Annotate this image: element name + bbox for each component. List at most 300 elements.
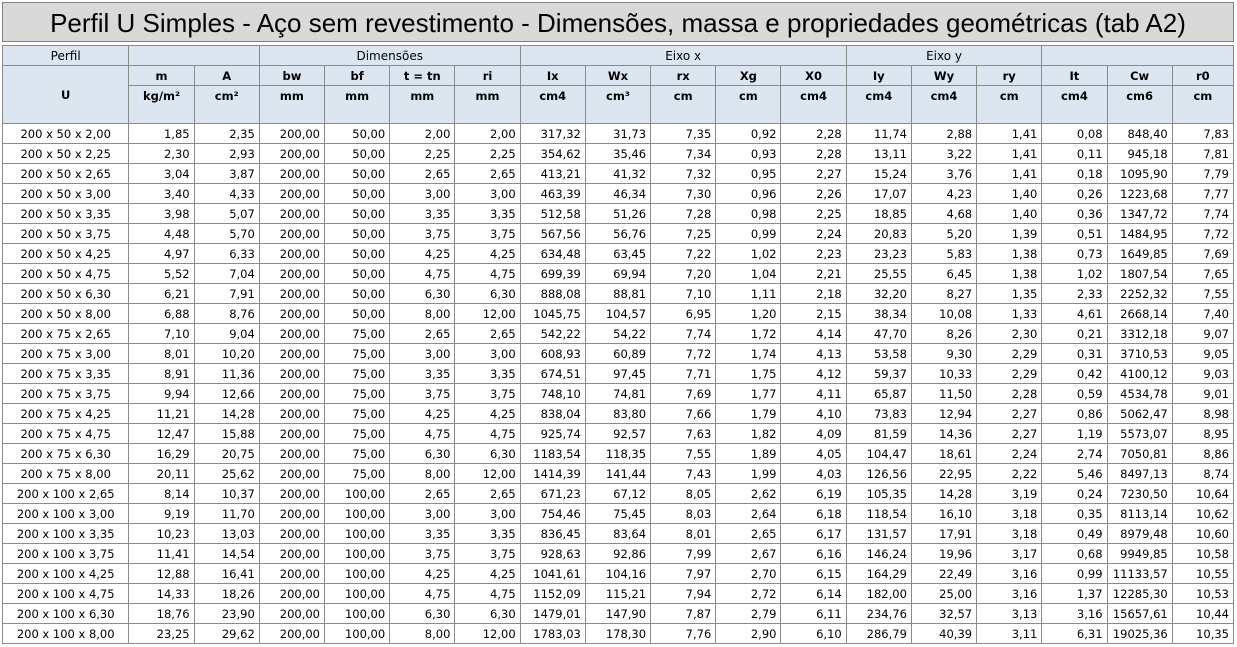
column-header: t = tn xyxy=(390,66,455,86)
value-cell: 6,30 xyxy=(455,284,520,304)
value-cell: 1414,39 xyxy=(520,464,585,484)
value-cell: 74,81 xyxy=(585,384,650,404)
profile-name-cell: 200 x 75 x 2,65 xyxy=(3,324,129,344)
value-cell: 46,34 xyxy=(585,184,650,204)
profile-label: U xyxy=(3,86,129,106)
value-cell: 542,22 xyxy=(520,324,585,344)
value-cell: 11,21 xyxy=(129,404,194,424)
value-cell: 10,64 xyxy=(1172,484,1233,504)
group-perfil: Perfil xyxy=(3,46,129,66)
value-cell: 928,63 xyxy=(520,544,585,564)
value-cell: 2,90 xyxy=(716,624,781,644)
value-cell: 8,98 xyxy=(1172,404,1233,424)
value-cell: 2,28 xyxy=(977,384,1042,404)
value-cell: 69,94 xyxy=(585,264,650,284)
profile-name-cell: 200 x 50 x 2,25 xyxy=(3,144,129,164)
value-cell: 2,30 xyxy=(129,144,194,164)
value-cell: 2,18 xyxy=(781,284,846,304)
value-cell: 9,01 xyxy=(1172,384,1233,404)
value-cell: 118,35 xyxy=(585,444,650,464)
column-name-row xyxy=(3,66,1234,86)
value-cell: 7,22 xyxy=(651,244,716,264)
value-cell: 0,21 xyxy=(1042,324,1107,344)
value-cell: 3,00 xyxy=(390,344,455,364)
value-cell: 512,58 xyxy=(520,204,585,224)
table-row xyxy=(3,164,1234,184)
value-cell: 50,00 xyxy=(325,164,390,184)
value-cell: 200,00 xyxy=(259,244,324,264)
value-cell: 10,35 xyxy=(1172,624,1233,644)
header-spacer-row xyxy=(3,105,1234,124)
value-cell: 23,23 xyxy=(846,244,911,264)
value-cell: 8,91 xyxy=(129,364,194,384)
table-row xyxy=(3,464,1234,484)
value-cell: 20,75 xyxy=(194,444,259,464)
value-cell: 104,16 xyxy=(585,564,650,584)
value-cell: 6,45 xyxy=(911,264,976,284)
value-cell: 7,71 xyxy=(651,364,716,384)
value-cell: 14,28 xyxy=(194,404,259,424)
value-cell: 7,43 xyxy=(651,464,716,484)
value-cell: 5062,47 xyxy=(1107,404,1172,424)
value-cell: 200,00 xyxy=(259,344,324,364)
value-cell: 6,30 xyxy=(455,444,520,464)
column-unit: mm xyxy=(390,86,455,106)
value-cell: 50,00 xyxy=(325,204,390,224)
value-cell: 60,89 xyxy=(585,344,650,364)
value-cell: 3,22 xyxy=(911,144,976,164)
table-row xyxy=(3,364,1234,384)
value-cell: 2252,32 xyxy=(1107,284,1172,304)
value-cell: 12,66 xyxy=(194,384,259,404)
column-unit-row xyxy=(3,86,1234,106)
value-cell: 100,00 xyxy=(325,604,390,624)
value-cell: 2,27 xyxy=(977,404,1042,424)
value-cell: 8,27 xyxy=(911,284,976,304)
value-cell: 20,83 xyxy=(846,224,911,244)
profile-name-cell: 200 x 75 x 4,75 xyxy=(3,424,129,444)
table-row xyxy=(3,304,1234,324)
column-unit: cm xyxy=(716,86,781,106)
value-cell: 1,85 xyxy=(129,124,194,144)
column-header: Iy xyxy=(846,66,911,86)
value-cell: 17,91 xyxy=(911,524,976,544)
value-cell: 2,62 xyxy=(716,484,781,504)
value-cell: 12,00 xyxy=(455,624,520,644)
profile-name-cell: 200 x 100 x 3,75 xyxy=(3,544,129,564)
value-cell: 2,35 xyxy=(194,124,259,144)
value-cell: 0,18 xyxy=(1042,164,1107,184)
value-cell: 1045,75 xyxy=(520,304,585,324)
value-cell: 7,74 xyxy=(651,324,716,344)
value-cell: 2,24 xyxy=(977,444,1042,464)
value-cell: 47,70 xyxy=(846,324,911,344)
value-cell: 75,00 xyxy=(325,344,390,364)
value-cell: 1,04 xyxy=(716,264,781,284)
value-cell: 0,59 xyxy=(1042,384,1107,404)
value-cell: 317,32 xyxy=(520,124,585,144)
value-cell: 2,00 xyxy=(455,124,520,144)
group-header-row xyxy=(3,46,1234,66)
header-spacer-cell xyxy=(520,105,585,124)
value-cell: 1,75 xyxy=(716,364,781,384)
value-cell: 7,55 xyxy=(1172,284,1233,304)
value-cell: 4100,12 xyxy=(1107,364,1172,384)
value-cell: 7,69 xyxy=(1172,244,1233,264)
value-cell: 75,00 xyxy=(325,404,390,424)
value-cell: 25,55 xyxy=(846,264,911,284)
value-cell: 9,30 xyxy=(911,344,976,364)
value-cell: 2,28 xyxy=(781,144,846,164)
value-cell: 7,91 xyxy=(194,284,259,304)
value-cell: 23,25 xyxy=(129,624,194,644)
value-cell: 75,45 xyxy=(585,504,650,524)
table-row xyxy=(3,524,1234,544)
value-cell: 4,25 xyxy=(390,244,455,264)
value-cell: 73,83 xyxy=(846,404,911,424)
value-cell: 0,93 xyxy=(716,144,781,164)
value-cell: 50,00 xyxy=(325,184,390,204)
value-cell: 200,00 xyxy=(259,204,324,224)
value-cell: 2,00 xyxy=(390,124,455,144)
value-cell: 7,97 xyxy=(651,564,716,584)
value-cell: 5,70 xyxy=(194,224,259,244)
column-unit: cm4 xyxy=(520,86,585,106)
value-cell: 88,81 xyxy=(585,284,650,304)
profile-name-cell: 200 x 50 x 2,00 xyxy=(3,124,129,144)
table-row xyxy=(3,624,1234,644)
value-cell: 54,22 xyxy=(585,324,650,344)
value-cell: 7,69 xyxy=(651,384,716,404)
value-cell: 1,41 xyxy=(977,164,1042,184)
value-cell: 141,44 xyxy=(585,464,650,484)
value-cell: 234,76 xyxy=(846,604,911,624)
value-cell: 9,05 xyxy=(1172,344,1233,364)
value-cell: 38,34 xyxy=(846,304,911,324)
value-cell: 7,55 xyxy=(651,444,716,464)
value-cell: 0,24 xyxy=(1042,484,1107,504)
value-cell: 16,29 xyxy=(129,444,194,464)
value-cell: 8,00 xyxy=(390,304,455,324)
value-cell: 4,03 xyxy=(781,464,846,484)
value-cell: 7,76 xyxy=(651,624,716,644)
value-cell: 3,75 xyxy=(455,384,520,404)
profile-name-cell: 200 x 50 x 3,00 xyxy=(3,184,129,204)
column-unit: cm xyxy=(1172,86,1233,106)
value-cell: 4,14 xyxy=(781,324,846,344)
value-cell: 7,72 xyxy=(1172,224,1233,244)
header-spacer-cell xyxy=(651,105,716,124)
column-unit: cm xyxy=(651,86,716,106)
value-cell: 1,89 xyxy=(716,444,781,464)
profile-name-cell: 200 x 75 x 3,75 xyxy=(3,384,129,404)
value-cell: 19,96 xyxy=(911,544,976,564)
value-cell: 75,00 xyxy=(325,384,390,404)
profile-name-cell: 200 x 75 x 3,00 xyxy=(3,344,129,364)
profile-name-cell: 200 x 100 x 2,65 xyxy=(3,484,129,504)
value-cell: 59,37 xyxy=(846,364,911,384)
value-cell: 1,38 xyxy=(977,244,1042,264)
value-cell: 4,25 xyxy=(390,404,455,424)
column-header: bw xyxy=(259,66,324,86)
value-cell: 8,76 xyxy=(194,304,259,324)
value-cell: 200,00 xyxy=(259,264,324,284)
value-cell: 3,00 xyxy=(455,504,520,524)
value-cell: 7,65 xyxy=(1172,264,1233,284)
value-cell: 9,04 xyxy=(194,324,259,344)
value-cell: 754,46 xyxy=(520,504,585,524)
value-cell: 1152,09 xyxy=(520,584,585,604)
value-cell: 7,77 xyxy=(1172,184,1233,204)
value-cell: 0,68 xyxy=(1042,544,1107,564)
value-cell: 200,00 xyxy=(259,484,324,504)
value-cell: 51,26 xyxy=(585,204,650,224)
column-header: Cw xyxy=(1107,66,1172,86)
value-cell: 12,47 xyxy=(129,424,194,444)
value-cell: 7,34 xyxy=(651,144,716,164)
value-cell: 18,85 xyxy=(846,204,911,224)
value-cell: 2,25 xyxy=(390,144,455,164)
value-cell: 2,22 xyxy=(977,464,1042,484)
profile-name-cell: 200 x 100 x 3,35 xyxy=(3,524,129,544)
profile-name-cell: 200 x 75 x 3,35 xyxy=(3,364,129,384)
value-cell: 0,31 xyxy=(1042,344,1107,364)
value-cell: 200,00 xyxy=(259,124,324,144)
value-cell: 63,45 xyxy=(585,244,650,264)
table-row xyxy=(3,284,1234,304)
value-cell: 838,04 xyxy=(520,404,585,424)
value-cell: 50,00 xyxy=(325,304,390,324)
value-cell: 41,32 xyxy=(585,164,650,184)
value-cell: 7,10 xyxy=(651,284,716,304)
value-cell: 18,26 xyxy=(194,584,259,604)
value-cell: 413,21 xyxy=(520,164,585,184)
value-cell: 200,00 xyxy=(259,164,324,184)
value-cell: 1,77 xyxy=(716,384,781,404)
value-cell: 1,41 xyxy=(977,144,1042,164)
value-cell: 848,40 xyxy=(1107,124,1172,144)
value-cell: 14,28 xyxy=(911,484,976,504)
value-cell: 9,19 xyxy=(129,504,194,524)
value-cell: 200,00 xyxy=(259,524,324,544)
value-cell: 6,11 xyxy=(781,604,846,624)
value-cell: 0,99 xyxy=(1042,564,1107,584)
value-cell: 50,00 xyxy=(325,284,390,304)
value-cell: 15,24 xyxy=(846,164,911,184)
value-cell: 200,00 xyxy=(259,464,324,484)
value-cell: 200,00 xyxy=(259,424,324,444)
table-row xyxy=(3,504,1234,524)
sheet-title: Perfil U Simples - Aço sem revestimento - Dimensões, massa e propriedades geométricas (tab A2) xyxy=(2,2,1234,42)
value-cell: 50,00 xyxy=(325,264,390,284)
value-cell: 2,29 xyxy=(977,344,1042,364)
value-cell: 8,26 xyxy=(911,324,976,344)
value-cell: 7,20 xyxy=(651,264,716,284)
value-cell: 9,03 xyxy=(1172,364,1233,384)
value-cell: 13,03 xyxy=(194,524,259,544)
value-cell: 100,00 xyxy=(325,564,390,584)
value-cell: 1041,61 xyxy=(520,564,585,584)
value-cell: 1,40 xyxy=(977,204,1042,224)
value-cell: 0,96 xyxy=(716,184,781,204)
value-cell: 1,39 xyxy=(977,224,1042,244)
value-cell: 7,40 xyxy=(1172,304,1233,324)
table-row xyxy=(3,484,1234,504)
value-cell: 4,75 xyxy=(455,584,520,604)
value-cell: 32,20 xyxy=(846,284,911,304)
group-blank xyxy=(129,46,259,66)
value-cell: 146,24 xyxy=(846,544,911,564)
value-cell: 29,62 xyxy=(194,624,259,644)
value-cell: 5,52 xyxy=(129,264,194,284)
value-cell: 2,65 xyxy=(390,324,455,344)
value-cell: 3,00 xyxy=(455,184,520,204)
value-cell: 6,18 xyxy=(781,504,846,524)
value-cell: 2,25 xyxy=(455,144,520,164)
value-cell: 3,18 xyxy=(977,524,1042,544)
value-cell: 3,19 xyxy=(977,484,1042,504)
value-cell: 3,35 xyxy=(390,204,455,224)
value-cell: 11,36 xyxy=(194,364,259,384)
profile-name-cell: 200 x 100 x 4,75 xyxy=(3,584,129,604)
group-eixo-y: Eixo y xyxy=(846,46,1042,66)
value-cell: 31,73 xyxy=(585,124,650,144)
group-dimensoes: Dimensões xyxy=(259,46,520,66)
value-cell: 0,42 xyxy=(1042,364,1107,384)
value-cell: 11,70 xyxy=(194,504,259,524)
value-cell: 4,23 xyxy=(911,184,976,204)
value-cell: 6,10 xyxy=(781,624,846,644)
value-cell: 4,33 xyxy=(194,184,259,204)
value-cell: 2,65 xyxy=(390,164,455,184)
value-cell: 4,68 xyxy=(911,204,976,224)
value-cell: 75,00 xyxy=(325,364,390,384)
value-cell: 65,87 xyxy=(846,384,911,404)
value-cell: 23,90 xyxy=(194,604,259,624)
value-cell: 10,62 xyxy=(1172,504,1233,524)
value-cell: 6,30 xyxy=(455,604,520,624)
value-cell: 75,00 xyxy=(325,424,390,444)
value-cell: 1,74 xyxy=(716,344,781,364)
value-cell: 75,00 xyxy=(325,464,390,484)
value-cell: 4,75 xyxy=(390,424,455,444)
value-cell: 1,79 xyxy=(716,404,781,424)
value-cell: 10,20 xyxy=(194,344,259,364)
value-cell: 567,56 xyxy=(520,224,585,244)
value-cell: 1,38 xyxy=(977,264,1042,284)
value-cell: 8,05 xyxy=(651,484,716,504)
value-cell: 7,30 xyxy=(651,184,716,204)
value-cell: 1,35 xyxy=(977,284,1042,304)
value-cell: 2,65 xyxy=(455,164,520,184)
column-unit: cm³ xyxy=(585,86,650,106)
column-unit: mm xyxy=(259,86,324,106)
profile-name-cell: 200 x 75 x 6,30 xyxy=(3,444,129,464)
value-cell: 7,79 xyxy=(1172,164,1233,184)
value-cell: 7,94 xyxy=(651,584,716,604)
column-unit: cm4 xyxy=(846,86,911,106)
profile-name-cell: 200 x 100 x 8,00 xyxy=(3,624,129,644)
value-cell: 200,00 xyxy=(259,324,324,344)
value-cell: 5,46 xyxy=(1042,464,1107,484)
value-cell: 11133,57 xyxy=(1107,564,1172,584)
value-cell: 3,00 xyxy=(390,184,455,204)
value-cell: 1649,85 xyxy=(1107,244,1172,264)
value-cell: 2,70 xyxy=(716,564,781,584)
value-cell: 200,00 xyxy=(259,364,324,384)
value-cell: 4,75 xyxy=(455,424,520,444)
value-cell: 200,00 xyxy=(259,384,324,404)
table-row xyxy=(3,404,1234,424)
value-cell: 6,17 xyxy=(781,524,846,544)
group-blank-right xyxy=(1042,46,1234,66)
column-unit: cm xyxy=(977,86,1042,106)
perfil-spacer-bottom xyxy=(3,105,129,124)
value-cell: 118,54 xyxy=(846,504,911,524)
column-unit: cm² xyxy=(194,86,259,106)
column-header: It xyxy=(1042,66,1107,86)
column-unit: mm xyxy=(455,86,520,106)
value-cell: 748,10 xyxy=(520,384,585,404)
column-header: ry xyxy=(977,66,1042,86)
value-cell: 2,28 xyxy=(781,124,846,144)
column-header: r0 xyxy=(1172,66,1233,86)
value-cell: 671,23 xyxy=(520,484,585,504)
table-row xyxy=(3,184,1234,204)
value-cell: 11,50 xyxy=(911,384,976,404)
value-cell: 2,67 xyxy=(716,544,781,564)
value-cell: 182,00 xyxy=(846,584,911,604)
value-cell: 5,83 xyxy=(911,244,976,264)
value-cell: 4,05 xyxy=(781,444,846,464)
value-cell: 3,00 xyxy=(390,504,455,524)
value-cell: 1,37 xyxy=(1042,584,1107,604)
value-cell: 608,93 xyxy=(520,344,585,364)
header-spacer-cell xyxy=(325,105,390,124)
value-cell: 75,00 xyxy=(325,324,390,344)
column-unit: cm4 xyxy=(781,86,846,106)
header-spacer-cell xyxy=(390,105,455,124)
value-cell: 2,29 xyxy=(977,364,1042,384)
value-cell: 7,32 xyxy=(651,164,716,184)
value-cell: 1,72 xyxy=(716,324,781,344)
value-cell: 16,41 xyxy=(194,564,259,584)
value-cell: 3,17 xyxy=(977,544,1042,564)
value-cell: 19025,36 xyxy=(1107,624,1172,644)
value-cell: 8,95 xyxy=(1172,424,1233,444)
value-cell: 2,88 xyxy=(911,124,976,144)
value-cell: 200,00 xyxy=(259,224,324,244)
profile-name-cell: 200 x 50 x 8,00 xyxy=(3,304,129,324)
value-cell: 3,18 xyxy=(977,504,1042,524)
value-cell: 92,57 xyxy=(585,424,650,444)
value-cell: 4534,78 xyxy=(1107,384,1172,404)
value-cell: 178,30 xyxy=(585,624,650,644)
value-cell: 2,79 xyxy=(716,604,781,624)
value-cell: 25,62 xyxy=(194,464,259,484)
value-cell: 8497,13 xyxy=(1107,464,1172,484)
table-row xyxy=(3,384,1234,404)
value-cell: 50,00 xyxy=(325,224,390,244)
value-cell: 6,30 xyxy=(390,604,455,624)
value-cell: 6,31 xyxy=(1042,624,1107,644)
value-cell: 0,99 xyxy=(716,224,781,244)
value-cell: 35,46 xyxy=(585,144,650,164)
table-row xyxy=(3,544,1234,564)
value-cell: 2,27 xyxy=(781,164,846,184)
value-cell: 92,86 xyxy=(585,544,650,564)
value-cell: 3,75 xyxy=(390,544,455,564)
